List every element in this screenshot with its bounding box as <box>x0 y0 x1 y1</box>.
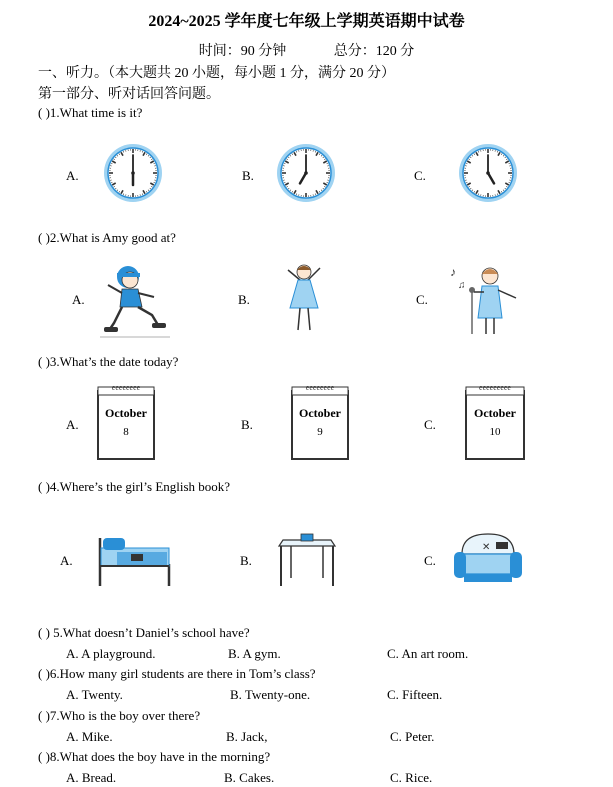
option-b: B. Cakes. <box>224 770 275 785</box>
option-c: C. Rice. <box>390 770 433 785</box>
question-prefix: ( )8. <box>38 749 60 764</box>
option-c-label: C. <box>424 417 436 432</box>
question-prefix: ( )7. <box>38 708 60 723</box>
svg-text:eeeeeeee: eeeeeeee <box>111 383 141 392</box>
option-c: C. An art room. <box>387 646 469 661</box>
dancing-girl-icon <box>278 262 328 337</box>
svg-text:✕: ✕ <box>482 542 491 553</box>
question-text: What time is it? <box>59 105 143 120</box>
question-prefix: ( )3. <box>38 354 60 369</box>
clock-icon <box>276 143 336 203</box>
bed-icon <box>97 528 172 588</box>
option-a: A. Twenty. <box>66 687 123 702</box>
calendar-day: 10 <box>489 426 501 438</box>
clock-icon <box>103 143 163 203</box>
option-b: B. A gym. <box>228 646 281 661</box>
question-1 <box>38 105 142 121</box>
option-a-label: A. <box>60 553 73 568</box>
roller-skating-girl-icon <box>100 263 170 338</box>
option-a: A. A playground. <box>66 646 156 661</box>
option-c: C. Fifteen. <box>387 687 443 702</box>
question-4 <box>38 479 230 495</box>
option-c-label: C. <box>416 292 428 307</box>
question-7 <box>38 708 200 724</box>
option-c: C. Peter. <box>390 729 435 744</box>
book-icon <box>301 534 313 541</box>
option-b-label: B. <box>240 553 252 568</box>
question-prefix: ( )1. <box>38 105 60 120</box>
calendar-icon <box>464 383 526 461</box>
question-text: What is Amy good at? <box>59 230 176 245</box>
calendar-month: October <box>474 406 516 420</box>
option-b-label: B. <box>238 292 250 307</box>
svg-text:♫: ♫ <box>458 280 466 291</box>
question-6 <box>38 666 316 682</box>
option-a: A. Mike. <box>66 729 113 744</box>
svg-text:eeeeeeeee: eeeeeeeee <box>479 383 511 392</box>
exam-time: 时间：90 分钟 <box>198 44 287 59</box>
table-icon <box>277 530 337 588</box>
calendar-month: October <box>299 406 341 420</box>
svg-text:♪: ♪ <box>450 265 456 279</box>
question-text: How many girl students are there in Tom’s class? <box>59 666 316 681</box>
question-3 <box>38 354 178 370</box>
question-text: What doesn’t Daniel’s school have? <box>62 625 250 640</box>
option-b-label: B. <box>242 168 254 183</box>
option-a: A. Bread. <box>66 770 117 785</box>
question-text: What’s the date today? <box>59 354 179 369</box>
option-c-label: C. <box>414 168 426 183</box>
page-title: 2024~2025 学年度七年级上学期英语期中试卷 <box>148 13 465 30</box>
book-icon <box>131 554 143 561</box>
option-c-label: C. <box>424 553 436 568</box>
question-2 <box>38 230 176 246</box>
calendar-month: October <box>105 406 147 420</box>
part-heading: 第一部分、听对话回答问题。 <box>38 87 220 102</box>
calendar-day: 9 <box>317 426 323 438</box>
calendar-icon <box>96 383 156 461</box>
question-prefix: ( )4. <box>38 479 60 494</box>
question-prefix: ( )6. <box>38 666 60 681</box>
question-prefix: ( )2. <box>38 230 60 245</box>
question-text: Where’s the girl’s English book? <box>59 479 231 494</box>
option-a-label: A. <box>72 292 85 307</box>
book-icon <box>496 542 508 549</box>
option-b: B. Twenty-one. <box>230 687 311 702</box>
calendar-icon <box>290 383 350 461</box>
question-prefix: ( ) 5. <box>38 625 63 640</box>
calendar-day: 8 <box>123 426 129 438</box>
exam-score: 总分：120 分 <box>333 44 415 59</box>
question-text: What does the boy have in the morning? <box>59 749 271 764</box>
option-a-label: A. <box>66 168 79 183</box>
exam-info <box>0 40 613 60</box>
sofa-icon <box>452 528 524 588</box>
option-b-label: B. <box>241 417 253 432</box>
svg-text:eeeeeeee: eeeeeeee <box>305 383 335 392</box>
singing-girl-icon <box>446 262 521 337</box>
question-8 <box>38 749 270 765</box>
question-5 <box>38 625 250 641</box>
option-a-label: A. <box>66 417 79 432</box>
section-heading: 一、听力。（本大题共 20 小题，每小题 1 分，满分 20 分） <box>38 66 395 81</box>
question-text: Who is the boy over there? <box>59 708 201 723</box>
clock-icon <box>458 143 518 203</box>
option-b: B. Jack, <box>226 729 268 744</box>
